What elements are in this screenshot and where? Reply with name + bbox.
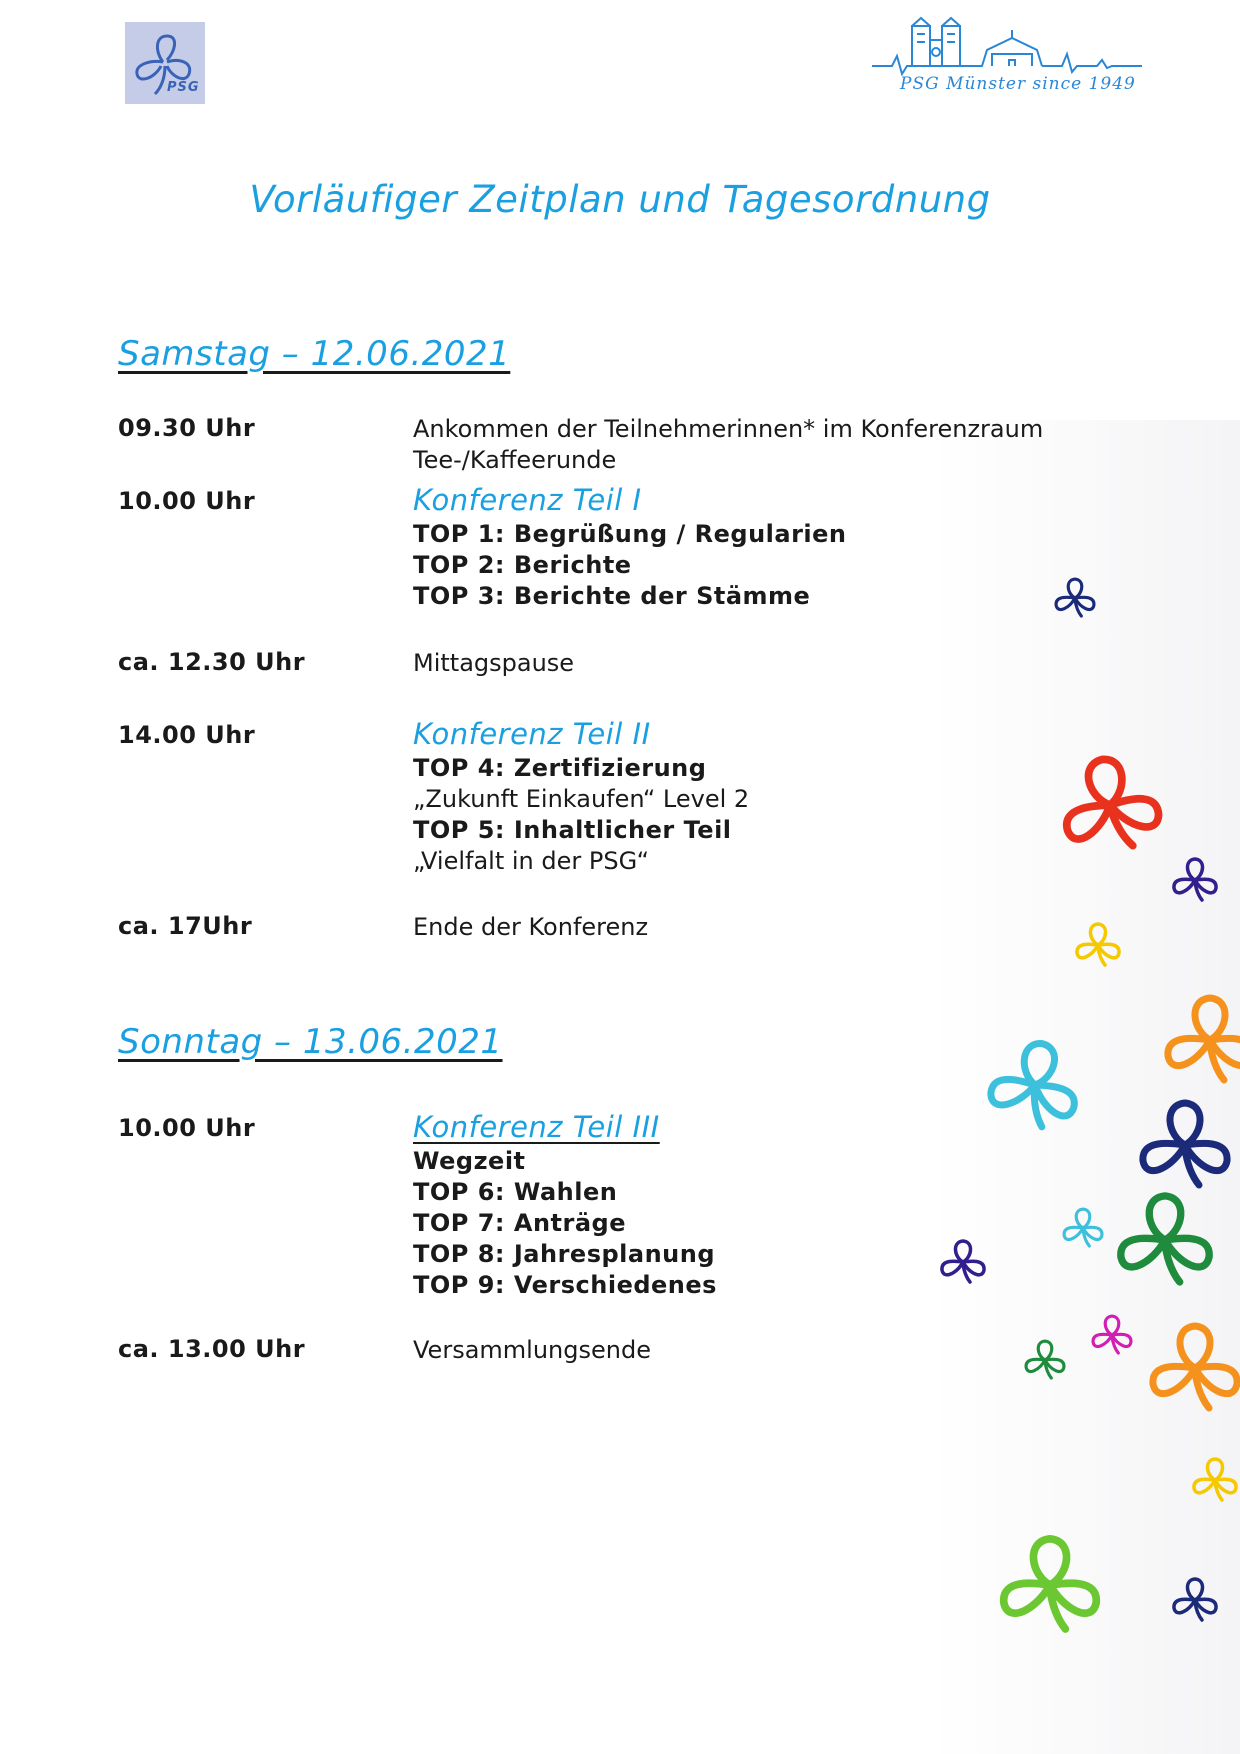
- agenda-item: Wegzeit: [413, 1147, 526, 1175]
- schedule-entry: [413, 481, 847, 612]
- agenda-item: TOP 1: Begrüßung / Regularien: [413, 520, 847, 548]
- entry-line: „Vielfalt in der PSG“: [413, 847, 650, 875]
- entry-line: Versammlungsende: [413, 1336, 651, 1364]
- agenda-item: TOP 9: Verschiedenes: [413, 1271, 717, 1299]
- time-label: ca. 17Uhr: [118, 912, 253, 940]
- day-heading-saturday: Samstag – 12.06.2021: [118, 334, 511, 374]
- psg-logo-label: PSG: [167, 80, 200, 95]
- agenda-item: TOP 8: Jahresplanung: [413, 1240, 716, 1268]
- agenda-item: TOP 2: Berichte: [413, 551, 632, 579]
- entry-line: „Zukunft Einkaufen“ Level 2: [413, 785, 750, 813]
- time-label: ca. 12.30 Uhr: [118, 648, 306, 676]
- agenda-item: TOP 3: Berichte der Stämme: [413, 582, 811, 610]
- time-label: 09.30 Uhr: [118, 414, 256, 442]
- psg-logo: [125, 22, 205, 104]
- day-heading-sunday: Sonntag – 13.06.2021: [118, 1022, 503, 1062]
- agenda-item: TOP 4: Zertifizierung: [413, 754, 707, 782]
- schedule-entry: [413, 715, 749, 877]
- section-heading: Konferenz Teil I: [413, 483, 642, 517]
- entry-line: Tee-/Kaffeerunde: [413, 446, 617, 474]
- psg-muenster-tagline: PSG Münster since 1949: [900, 74, 1136, 94]
- agenda-item: TOP 6: Wahlen: [413, 1178, 618, 1206]
- psg-muenster-logo: [872, 16, 1142, 106]
- decorative-background: [930, 420, 1240, 1754]
- agenda-item: TOP 5: Inhaltlicher Teil: [413, 816, 732, 844]
- time-label: 10.00 Uhr: [118, 1114, 256, 1142]
- entry-line: Mittagspause: [413, 649, 575, 677]
- section-heading: Konferenz Teil III: [413, 1110, 660, 1144]
- time-label: 14.00 Uhr: [118, 721, 256, 749]
- cathedral-skyline-icon: [872, 16, 1142, 76]
- time-label: 10.00 Uhr: [118, 487, 256, 515]
- time-label: ca. 13.00 Uhr: [118, 1335, 306, 1363]
- schedule-entry: [413, 1108, 717, 1301]
- agenda-item: TOP 7: Anträge: [413, 1209, 626, 1237]
- schedule-entry: [413, 912, 648, 943]
- entry-line: Ende der Konferenz: [413, 913, 649, 941]
- page-title: Vorläufiger Zeitplan und Tagesordnung: [249, 178, 991, 221]
- schedule-entry: [413, 648, 574, 679]
- section-heading: Konferenz Teil II: [413, 717, 651, 751]
- entry-line: Ankommen der Teilnehmerinnen* im Konferenzraum: [413, 415, 1044, 443]
- schedule-entry: [413, 414, 1043, 476]
- schedule-entry: [413, 1335, 651, 1366]
